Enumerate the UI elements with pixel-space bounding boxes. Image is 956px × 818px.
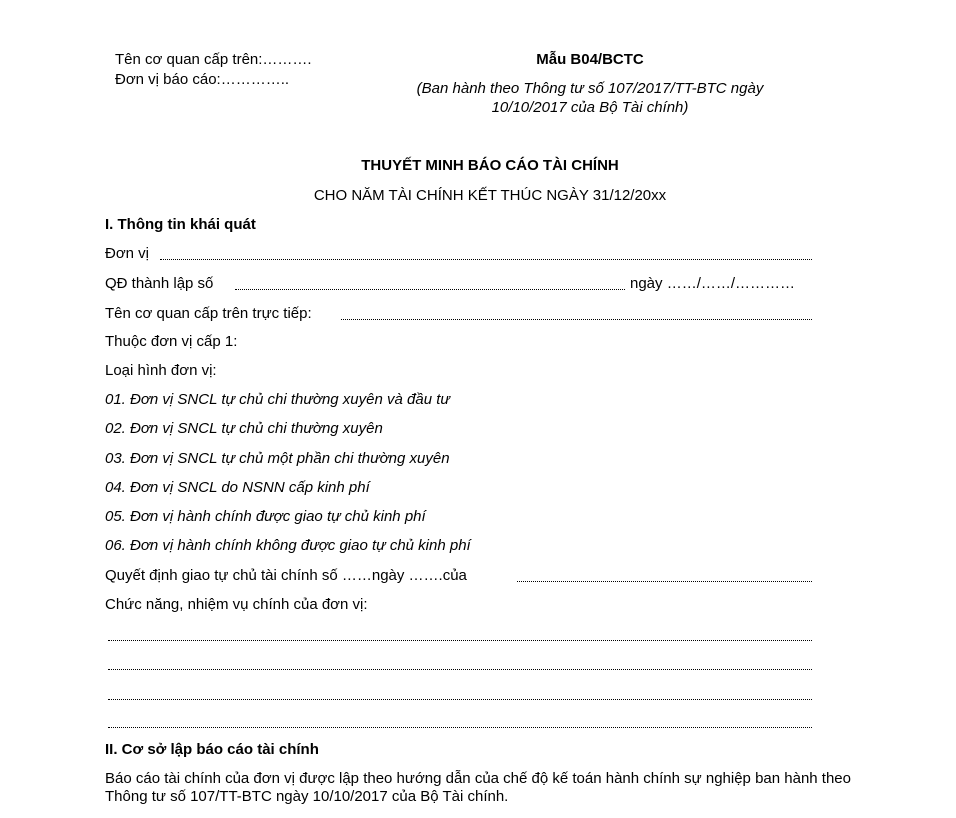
autonomy-decision-line	[105, 567, 812, 585]
reporting-unit-label: Đơn vị báo cáo:…………..	[115, 71, 290, 88]
issued-note-line1: (Ban hành theo Thông tư số 107/2017/TT-BTC ngày	[416, 80, 764, 97]
document-subtitle: CHO NĂM TÀI CHÍNH KẾT THÚC NGÀY 31/12/20xx	[313, 187, 667, 204]
direct-parent-dots	[341, 319, 812, 320]
unit-type-option: 04. Đơn vị SNCL do NSNN cấp kinh phí	[105, 479, 370, 496]
unit-type-option: 05. Đơn vị hành chính được giao tự chủ kinh phí	[105, 508, 426, 525]
issued-note-line2: 10/10/2017 của Bộ Tài chính)	[491, 99, 689, 116]
document-title: THUYẾT MINH BÁO CÁO TÀI CHÍNH	[361, 157, 619, 174]
functions-fill-line	[108, 655, 812, 673]
unit-line	[105, 245, 812, 263]
level1-unit-label: Thuộc đơn vị cấp 1:	[105, 333, 238, 350]
establishment-decision-dots	[235, 289, 625, 290]
section-2-heading: II. Cơ sở lập báo cáo tài chính	[105, 741, 319, 758]
unit-type-option: 02. Đơn vị SNCL tự chủ chi thường xuyên	[105, 420, 383, 437]
unit-label: Đơn vị	[105, 245, 150, 262]
autonomy-decision-label: Quyết định giao tự chủ tài chính số ……ngày …….của	[105, 567, 467, 584]
unit-type-option: 01. Đơn vị SNCL tự chủ chi thường xuyên và đầu tư	[105, 391, 450, 408]
section-2-paragraph: Báo cáo tài chính của đơn vị được lập theo hướng dẫn của chế độ kế toán hành chính sự nghiệp ban hành theo Thông tư số 107/TT-BTC ngày 10/10/2017 của Bộ Tài chính.	[105, 770, 851, 805]
functions-fill-line	[108, 685, 812, 703]
direct-parent-label: Tên cơ quan cấp trên trực tiếp:	[105, 305, 312, 322]
direct-parent-line	[105, 305, 812, 323]
unit-type-option: 03. Đơn vị SNCL tự chủ một phần chi thường xuyên	[105, 450, 450, 467]
establishment-date: ngày ……/……/…………	[630, 275, 796, 292]
parent-agency-label: Tên cơ quan cấp trên:……….	[115, 51, 312, 68]
autonomy-decision-dots	[517, 581, 812, 582]
unit-type-label: Loại hình đơn vị:	[105, 362, 217, 379]
functions-fill-line	[108, 626, 812, 644]
functions-label: Chức năng, nhiệm vụ chính của đơn vị:	[105, 596, 368, 613]
form-code: Mẫu B04/BCTC	[536, 51, 644, 68]
unit-type-option: 06. Đơn vị hành chính không được giao tự chủ kinh phí	[105, 537, 471, 554]
section-1-heading: I. Thông tin khái quát	[105, 216, 256, 233]
establishment-decision-line	[105, 275, 815, 293]
unit-fill-dots	[160, 259, 812, 260]
functions-fill-line	[108, 713, 812, 731]
establishment-decision-label: QĐ thành lập số	[105, 275, 214, 292]
